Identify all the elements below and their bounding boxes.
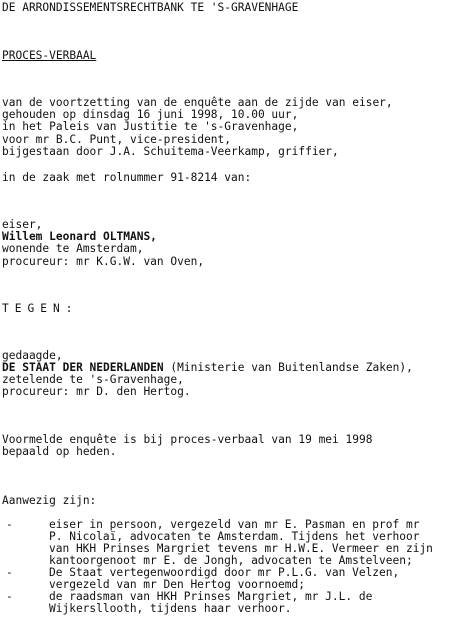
present-heading: Aanwezig zijn: — [2, 494, 97, 507]
list-item-line: vergezeld van mr Den Hertog voornoemd; — [49, 578, 305, 591]
court-header: DE ARRONDISSEMENTSRECHTBANK TE 'S-GRAVENHAGE — [2, 1, 299, 14]
versus-heading: TEGEN: — [2, 302, 79, 315]
defendant-ministry: (Ministerie van Buitenlandse Zaken), — [163, 361, 413, 374]
intro-line: in het Paleis van Justitie te 's-Gravenhage, — [2, 120, 299, 133]
defendant-counsel: procureur: mr D. den Hertog. — [2, 385, 191, 398]
list-item-line: De Staat vertegenwoordigd door mr P.L.G. van Velzen, — [49, 566, 400, 579]
list-item-line: van HKH Prinses Margriet tevens mr H.W.E. Vermeer en zijn — [49, 542, 433, 555]
defendant-role: gedaagde, — [2, 349, 63, 362]
case-number-line: in de zaak met rolnummer 91-8214 van: — [2, 171, 252, 184]
list-item-line: de raadsman van HKH Prinses Margriet, mr J.L. de — [49, 590, 373, 603]
plaintiff-residence: wonende te Amsterdam, — [2, 242, 144, 255]
list-bullet: - — [6, 590, 13, 603]
statement-line: Voormelde enquête is bij proces-verbaal van 19 mei 1998 — [2, 433, 373, 446]
defendant-name: DE STAAT DER NEDERLANDEN — [2, 361, 164, 374]
list-bullet: - — [6, 566, 13, 579]
plaintiff-name: Willem Leonard OLTMANS, — [2, 230, 157, 243]
list-bullet: - — [6, 518, 13, 531]
document-title: PROCES-VERBAAL — [2, 49, 97, 62]
intro-line: bijgestaan door J.A. Schuitema-Veerkamp, griffier, — [2, 145, 339, 158]
intro-line: gehouden op dinsdag 16 juni 1998, 10.00 uur, — [2, 108, 299, 121]
statement-line: bepaald op heden. — [2, 445, 117, 458]
list-item-line: P. Nicolaï, advocaten te Amsterdam. Tijdens het verhoor — [49, 530, 420, 543]
intro-line: voor mr B.C. Punt, vice-president, — [2, 133, 232, 146]
intro-line: van de voortzetting van de enquête aan de zijde van eiser, — [2, 96, 393, 109]
list-item-line: Wijkersllooth, tijdens haar verhoor. — [49, 602, 292, 615]
defendant-seat: zetelende te 's-Gravenhage, — [2, 373, 184, 386]
plaintiff-counsel: procureur: mr K.G.W. van Oven, — [2, 255, 205, 268]
plaintiff-role: eiser, — [2, 218, 43, 231]
list-item-line: kantoorgenoot mr E. de Jongh, advocaten te Amstelveen; — [49, 554, 413, 567]
list-item-line: eiser in persoon, vergezeld van mr E. Pasman en prof mr — [49, 518, 420, 531]
